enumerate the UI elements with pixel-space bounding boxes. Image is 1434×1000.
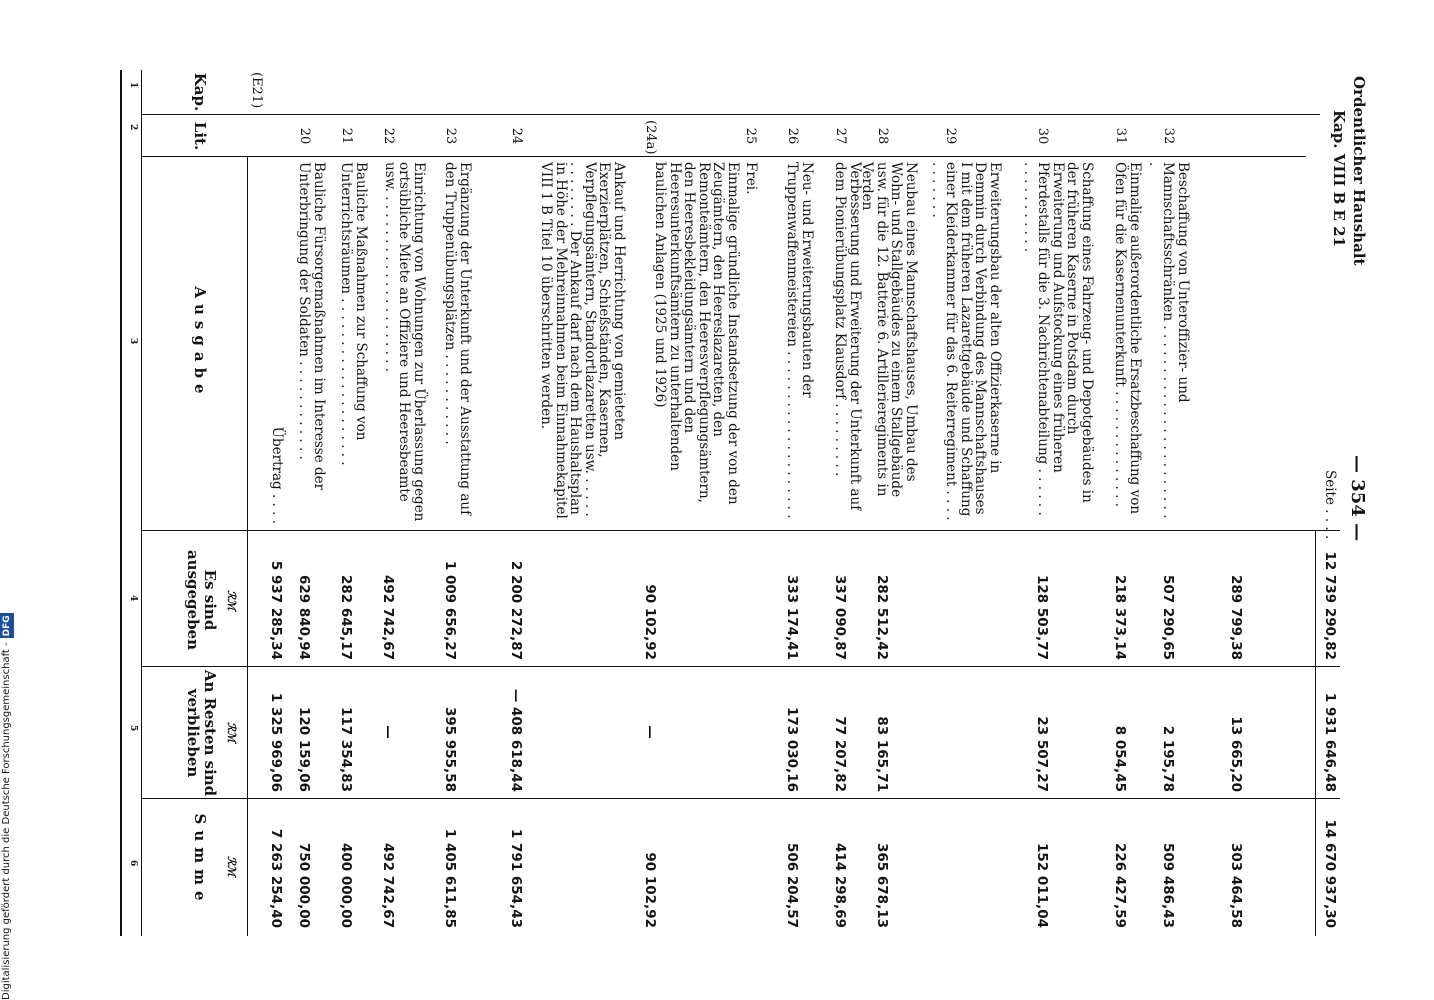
header-ausgabe: Ausgabe — [191, 286, 209, 400]
cell-ausgegeben: 218 373,14 — [1112, 575, 1128, 660]
page-number: — 354 — — [1347, 455, 1368, 542]
total-label: Seite . . . . — [1322, 470, 1338, 540]
unit-rm: ℛℳ — [225, 722, 238, 743]
column-rule — [142, 666, 1340, 667]
cell-description: Bauliche Fürsorgemaßnahmen im Interesse der Unterbringung der Soldaten . . . . . . . . . . . . — [296, 162, 327, 491]
cell-summe: 506 204,57 — [784, 843, 800, 928]
header-kap: Kap. — [191, 72, 209, 112]
unit-rm: ℛℳ — [225, 590, 238, 611]
cell-description: Verbesserung und Erweiterung der Unterkunft auf dem Pionierübungsplatz Klausdorf . . . . . . . . . — [832, 162, 863, 511]
cell-description: Übertrag . . . . — [269, 426, 285, 524]
cell-reste: 8 054,45 — [1112, 725, 1128, 792]
cell-description: Beschaffung von Unteroffizier- und Mannschaftsschränken . . . . . . . . . . . . . . . . . . . . . . . . — [1145, 162, 1191, 519]
cell-lit: 31 — [1113, 127, 1128, 145]
cell-summe: 414 298,69 — [832, 843, 848, 928]
total-rule — [1315, 530, 1316, 936]
column-rule — [142, 530, 1340, 531]
cell-lit: 23 — [443, 127, 458, 145]
cell-description: Frei. — [743, 162, 759, 195]
cell-description: Schaffung eines Fahrzeug- und Depotgebäudes in der früheren Kaserne in Potsdam durch Erweiterung und Aufstockung eines früheren Pferdestalls für die 3. Nachrichtenabteilung . . . . . . . . . . . . . . . . . — [1020, 162, 1095, 516]
total-reste: 1 931 646,48 — [1322, 692, 1338, 792]
cell-reste: 13 665,20 — [1228, 716, 1244, 792]
cell-reste: 120 159,06 — [296, 707, 312, 792]
cell-lit: 28 — [875, 127, 890, 145]
cell-lit: 26 — [785, 127, 800, 145]
cell-summe: 152 011,04 — [1034, 843, 1050, 928]
cell-reste: 23 507,27 — [1034, 716, 1050, 792]
header-reste: An Resten sind verblieben — [184, 669, 219, 797]
rule — [141, 70, 142, 936]
cell-summe: 750 000,00 — [296, 843, 312, 928]
cell-reste: 395 955,58 — [442, 707, 458, 792]
cell-summe: 492 742,67 — [380, 843, 396, 928]
credit-text: Digitalisierung gefördert durch die Deutsche Forschungsgemeinschaft - — [1, 642, 12, 1000]
cell-ausgegeben: 1 009 656,27 — [442, 560, 458, 660]
column-number-1: 1 — [128, 82, 138, 89]
total-ausgegeben: 12 739 290,82 — [1322, 551, 1338, 660]
unit-rm: ℛℳ — [225, 856, 238, 877]
column-number-2: 2 — [128, 124, 138, 131]
kap-reference: (E21) — [249, 72, 264, 109]
cell-description: Ankauf und Herrichtung von gemieteten Exerzierplätzen, Schießständen, Kasernen, Verpflegungsämtern, Standortlazaretten usw. . . . . . . . . . . . . . Der Ankauf darf nach dem Haushaltsplan in Höhe der Mehreinnahmen beim Einnahmekapitel VIII 1 B Titel 10 überschritten werden. — [538, 162, 627, 519]
cell-summe: 90 102,92 — [642, 852, 658, 928]
cell-lit: 30 — [1035, 127, 1050, 145]
cell-ausgegeben: 282 645,17 — [338, 575, 354, 660]
cell-lit: 21 — [339, 127, 354, 145]
cell-summe: 509 486,43 — [1160, 843, 1176, 928]
cell-lit: 22 — [381, 127, 396, 145]
cell-lit: 25 — [743, 127, 758, 145]
cell-reste: 117 354,83 — [338, 707, 354, 792]
column-number-3: 3 — [128, 338, 138, 345]
cell-reste: 2 195,78 — [1160, 725, 1176, 792]
cell-ausgegeben: 2 200 272,87 — [508, 560, 524, 660]
cell-description: Neubau eines Mannschaftshauses, Umbau des Wohn- und Stallgebäudes zu einem Stallgebäude usw. für die 12. Batterie 6. Artillerieregiments in Verden — [859, 162, 919, 498]
header-summe: Summe — [191, 813, 209, 907]
cell-description: Einmalige gründliche Instandsetzung der von den Zeugämtern, den Heereslazaretten, den Remonteämtern, den Heeresverpflegungsämtern, den Heeresbekleidungsämtern und den Heeresunterkunftsämtern zu unterhaltenden baulichen Anlagen (1925 und 1926) — [652, 162, 741, 505]
cell-ausgegeben: 629 840,94 — [296, 575, 312, 660]
column-rule — [142, 156, 1306, 157]
cell-description: Neu- und Erweiterungsbauten der Truppenwaffenmeistereien . . . . . . . . . . . . . . . . . . . . — [784, 162, 815, 519]
cell-summe: 226 427,59 — [1112, 843, 1128, 928]
cell-reste: 1 325 969,06 — [268, 692, 284, 792]
cell-summe: 1 405 611,85 — [442, 828, 458, 928]
cell-reste: — — [380, 725, 396, 739]
chapter-reference: Kap. VIII B E 21 — [1330, 110, 1348, 248]
cell-summe: 7 263 254,40 — [268, 828, 284, 928]
cell-ausgegeben: 333 174,41 — [784, 575, 800, 660]
cell-ausgegeben: 337 090,87 — [832, 575, 848, 660]
cell-reste: — — [642, 725, 658, 739]
header-ausgegeben: Es sind ausgegeben — [184, 549, 219, 651]
cell-lit: 29 — [943, 127, 958, 145]
rule — [247, 530, 248, 936]
header-lit: Lit. — [191, 121, 209, 151]
cell-ausgegeben: 507 290,65 — [1160, 575, 1176, 660]
cell-summe: 400 000,00 — [338, 843, 354, 928]
cell-lit: (24a) — [643, 120, 658, 155]
cell-reste: — 408 618,44 — [508, 688, 524, 792]
cell-description: Erweiterungsbau der alten Offizierkaserne in Demmin durch Verbindung des Mannschaftshauses I mit dem früheren Lazarettgebäude und Schaffung einer Kleiderkammer für das 6. Reiterregiment . . . . . . . . . . . — [928, 162, 1003, 521]
cell-summe: 365 678,13 — [874, 843, 890, 928]
cell-summe: 303 464,58 — [1228, 843, 1244, 928]
cell-description: Einmalige außerordentliche Ersatzbeschaffung von Öfen für die Kasernenunterkunft . . . . . . . . . . . . . . — [1112, 162, 1143, 515]
cell-ausgegeben: 282 512,42 — [874, 575, 890, 660]
column-number-5: 5 — [128, 725, 138, 732]
cell-description: Bauliche Maßnahmen zur Schaffung von Unterrichtsräumen . . . . . . . . . . . . . . . . . . . . — [338, 162, 369, 466]
rule — [120, 70, 122, 936]
cell-lit: 20 — [297, 127, 312, 145]
cell-description: Ergänzung der Unterkunft und der Ausstattung auf den Truppenübungsplätzen . . . . . . . . . . . — [442, 162, 473, 516]
cell-lit: 24 — [509, 127, 524, 145]
running-head: Ordentlicher Haushalt — [1350, 76, 1368, 266]
cell-reste: 173 030,16 — [784, 707, 800, 792]
column-rule — [142, 114, 1320, 115]
cell-reste: 77 207,82 — [832, 716, 848, 792]
column-number-6: 6 — [128, 860, 138, 867]
cell-ausgegeben: 90 102,92 — [642, 584, 658, 660]
total-summe: 14 670 937,30 — [1322, 819, 1338, 928]
cell-lit: 27 — [833, 127, 848, 145]
cell-reste: 83 165,71 — [874, 716, 890, 792]
cell-ausgegeben: 289 799,38 — [1228, 575, 1244, 660]
column-number-4: 4 — [128, 595, 138, 602]
cell-ausgegeben: 128 503,77 — [1034, 575, 1050, 660]
cell-description: Einrichtung von Wohnungen zur Überlassung gegen ortsübliche Miete an Offiziere und Heeresbeamte usw. . . . . . . . . . . . . . . . . . . . . . — [381, 162, 427, 522]
dfg-logo: DFG — [2, 615, 12, 637]
cell-ausgegeben: 492 742,67 — [380, 575, 396, 660]
cell-ausgegeben: 5 937 285,34 — [268, 560, 284, 660]
cell-summe: 1 791 654,43 — [508, 828, 524, 928]
rule — [247, 156, 248, 530]
column-rule — [142, 798, 1340, 799]
cell-lit: 32 — [1161, 127, 1176, 145]
